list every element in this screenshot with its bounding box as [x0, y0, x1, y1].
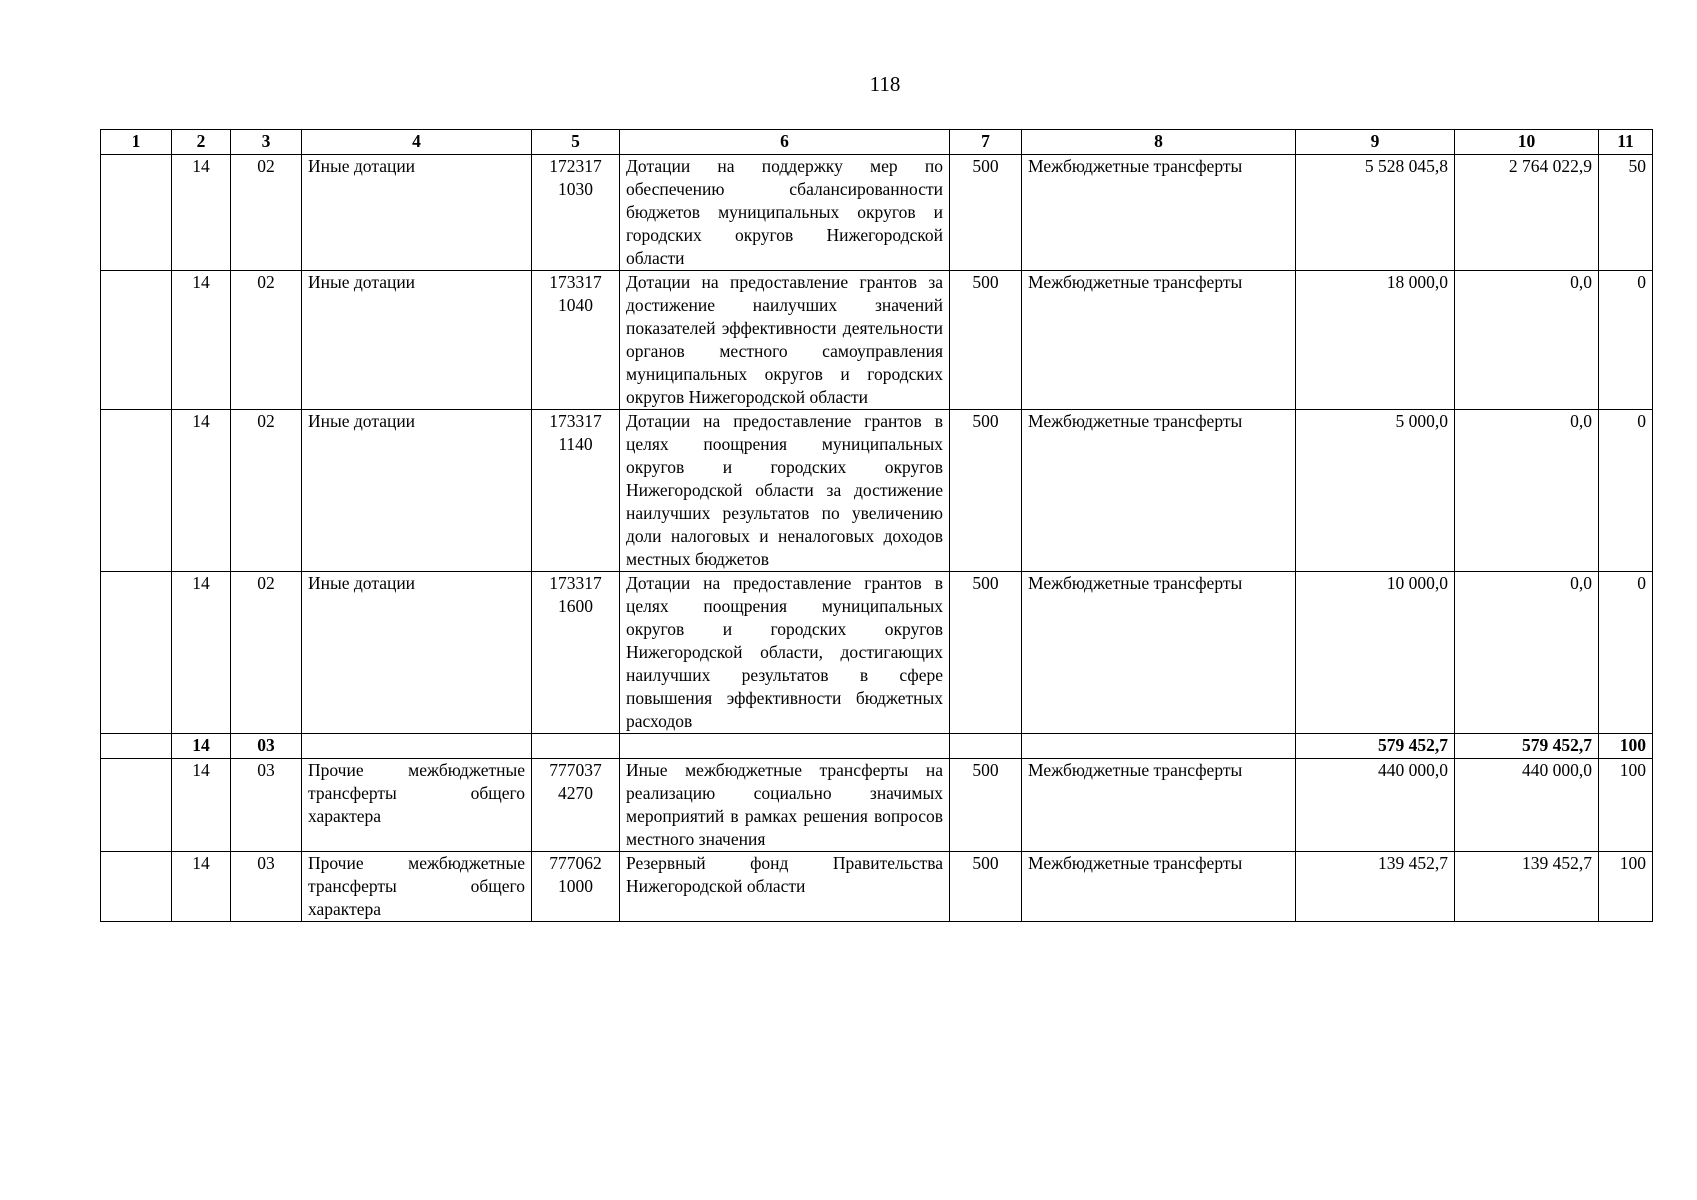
- cell-subsection-name: [302, 734, 532, 759]
- column-header: 6: [620, 130, 950, 155]
- cell-section: 14: [172, 155, 231, 271]
- cell-expense-type-name: Межбюджетные трансферты: [1022, 271, 1296, 410]
- cell-planned: 10 000,0: [1296, 572, 1455, 734]
- cell-percent: 0: [1599, 572, 1653, 734]
- cell-percent: 100: [1599, 852, 1653, 922]
- column-header: 4: [302, 130, 532, 155]
- cell-target-code: 777037 4270: [532, 759, 620, 852]
- cell-target-description: Иные межбюджетные трансферты на реализацию социально значимых мероприятий в рамках решения вопросов местного значения: [620, 759, 950, 852]
- cell-subsection: 02: [231, 271, 302, 410]
- cell-subsection: 02: [231, 410, 302, 572]
- cell-col1: [101, 572, 172, 734]
- cell-expense-type-name: Межбюджетные трансферты: [1022, 410, 1296, 572]
- cell-percent: 0: [1599, 410, 1653, 572]
- column-header: 11: [1599, 130, 1653, 155]
- cell-expense-type: 500: [950, 852, 1022, 922]
- cell-expense-type: 500: [950, 155, 1022, 271]
- cell-section: 14: [172, 410, 231, 572]
- cell-expense-type: 500: [950, 572, 1022, 734]
- cell-planned: 440 000,0: [1296, 759, 1455, 852]
- cell-expense-type-name: Межбюджетные трансферты: [1022, 759, 1296, 852]
- cell-expense-type: 500: [950, 410, 1022, 572]
- column-header: 3: [231, 130, 302, 155]
- cell-subsection-name: Иные дотации: [302, 271, 532, 410]
- cell-expense-type: [950, 734, 1022, 759]
- table-row: [101, 410, 1653, 572]
- cell-planned: 579 452,7: [1296, 734, 1455, 759]
- cell-section: 14: [172, 271, 231, 410]
- cell-target-description: [620, 734, 950, 759]
- subtotal-row: [101, 734, 1653, 759]
- cell-planned: 5 528 045,8: [1296, 155, 1455, 271]
- column-header: 7: [950, 130, 1022, 155]
- cell-executed: 2 764 022,9: [1455, 155, 1599, 271]
- cell-target-code: 173317 1140: [532, 410, 620, 572]
- table-row: [101, 759, 1653, 852]
- cell-percent: 100: [1599, 734, 1653, 759]
- cell-section: 14: [172, 572, 231, 734]
- column-header: 1: [101, 130, 172, 155]
- column-header: 9: [1296, 130, 1455, 155]
- cell-col1: [101, 852, 172, 922]
- header-row: [101, 130, 1653, 155]
- cell-expense-type-name: Межбюджетные трансферты: [1022, 572, 1296, 734]
- cell-col1: [101, 734, 172, 759]
- column-header: 2: [172, 130, 231, 155]
- table-row: [101, 271, 1653, 410]
- cell-percent: 50: [1599, 155, 1653, 271]
- cell-col1: [101, 155, 172, 271]
- cell-subsection: 03: [231, 734, 302, 759]
- cell-executed: 0,0: [1455, 410, 1599, 572]
- cell-section: 14: [172, 852, 231, 922]
- table-row: [101, 852, 1653, 922]
- cell-expense-type: 500: [950, 759, 1022, 852]
- cell-planned: 139 452,7: [1296, 852, 1455, 922]
- cell-expense-type-name: Межбюджетные трансферты: [1022, 852, 1296, 922]
- cell-planned: 18 000,0: [1296, 271, 1455, 410]
- cell-target-code: [532, 734, 620, 759]
- cell-expense-type-name: Межбюджетные трансферты: [1022, 155, 1296, 271]
- cell-percent: 0: [1599, 271, 1653, 410]
- cell-subsection-name: Прочие межбюджетные трансферты общего характера: [302, 759, 532, 852]
- cell-target-description: Дотации на предоставление грантов в целях поощрения муниципальных округов и городских округов Нижегородской области, достигающих наилучших результатов в сфере повышения эффективности бюджетных расходов: [620, 572, 950, 734]
- cell-subsection-name: Иные дотации: [302, 572, 532, 734]
- cell-expense-type: 500: [950, 271, 1022, 410]
- cell-expense-type-name: [1022, 734, 1296, 759]
- cell-subsection-name: Иные дотации: [302, 155, 532, 271]
- cell-target-description: Дотации на предоставление грантов за достижение наилучших значений показателей эффективности деятельности органов местного самоуправления муниципальных округов и городских округов Нижегородской области: [620, 271, 950, 410]
- cell-executed: 0,0: [1455, 271, 1599, 410]
- cell-subsection-name: Иные дотации: [302, 410, 532, 572]
- cell-section: 14: [172, 734, 231, 759]
- cell-target-code: 173317 1600: [532, 572, 620, 734]
- column-header: 8: [1022, 130, 1296, 155]
- cell-subsection: 02: [231, 155, 302, 271]
- page-number: 118: [869, 72, 901, 96]
- cell-target-description: Дотации на предоставление грантов в целях поощрения муниципальных округов и городских округов Нижегородской области за достижение наилучших результатов по увеличению доли налоговых и неналоговых доходов местных бюджетов: [620, 410, 950, 572]
- cell-target-description: Резервный фонд Правительства Нижегородской области: [620, 852, 950, 922]
- column-header: 10: [1455, 130, 1599, 155]
- cell-col1: [101, 759, 172, 852]
- cell-subsection: 03: [231, 852, 302, 922]
- cell-planned: 5 000,0: [1296, 410, 1455, 572]
- table-row: [101, 155, 1653, 271]
- cell-target-code: 172317 1030: [532, 155, 620, 271]
- cell-section: 14: [172, 759, 231, 852]
- cell-col1: [101, 410, 172, 572]
- cell-target-code: 777062 1000: [532, 852, 620, 922]
- cell-executed: 139 452,7: [1455, 852, 1599, 922]
- cell-subsection: 03: [231, 759, 302, 852]
- column-header: 5: [532, 130, 620, 155]
- cell-executed: 579 452,7: [1455, 734, 1599, 759]
- budget-table: [100, 129, 1653, 922]
- cell-executed: 440 000,0: [1455, 759, 1599, 852]
- cell-percent: 100: [1599, 759, 1653, 852]
- cell-subsection: 02: [231, 572, 302, 734]
- cell-executed: 0,0: [1455, 572, 1599, 734]
- cell-col1: [101, 271, 172, 410]
- table-row: [101, 572, 1653, 734]
- cell-target-code: 173317 1040: [532, 271, 620, 410]
- cell-subsection-name: Прочие межбюджетные трансферты общего характера: [302, 852, 532, 922]
- cell-target-description: Дотации на поддержку мер по обеспечению сбалансированности бюджетов муниципальных округов и городских округов Нижегородской области: [620, 155, 950, 271]
